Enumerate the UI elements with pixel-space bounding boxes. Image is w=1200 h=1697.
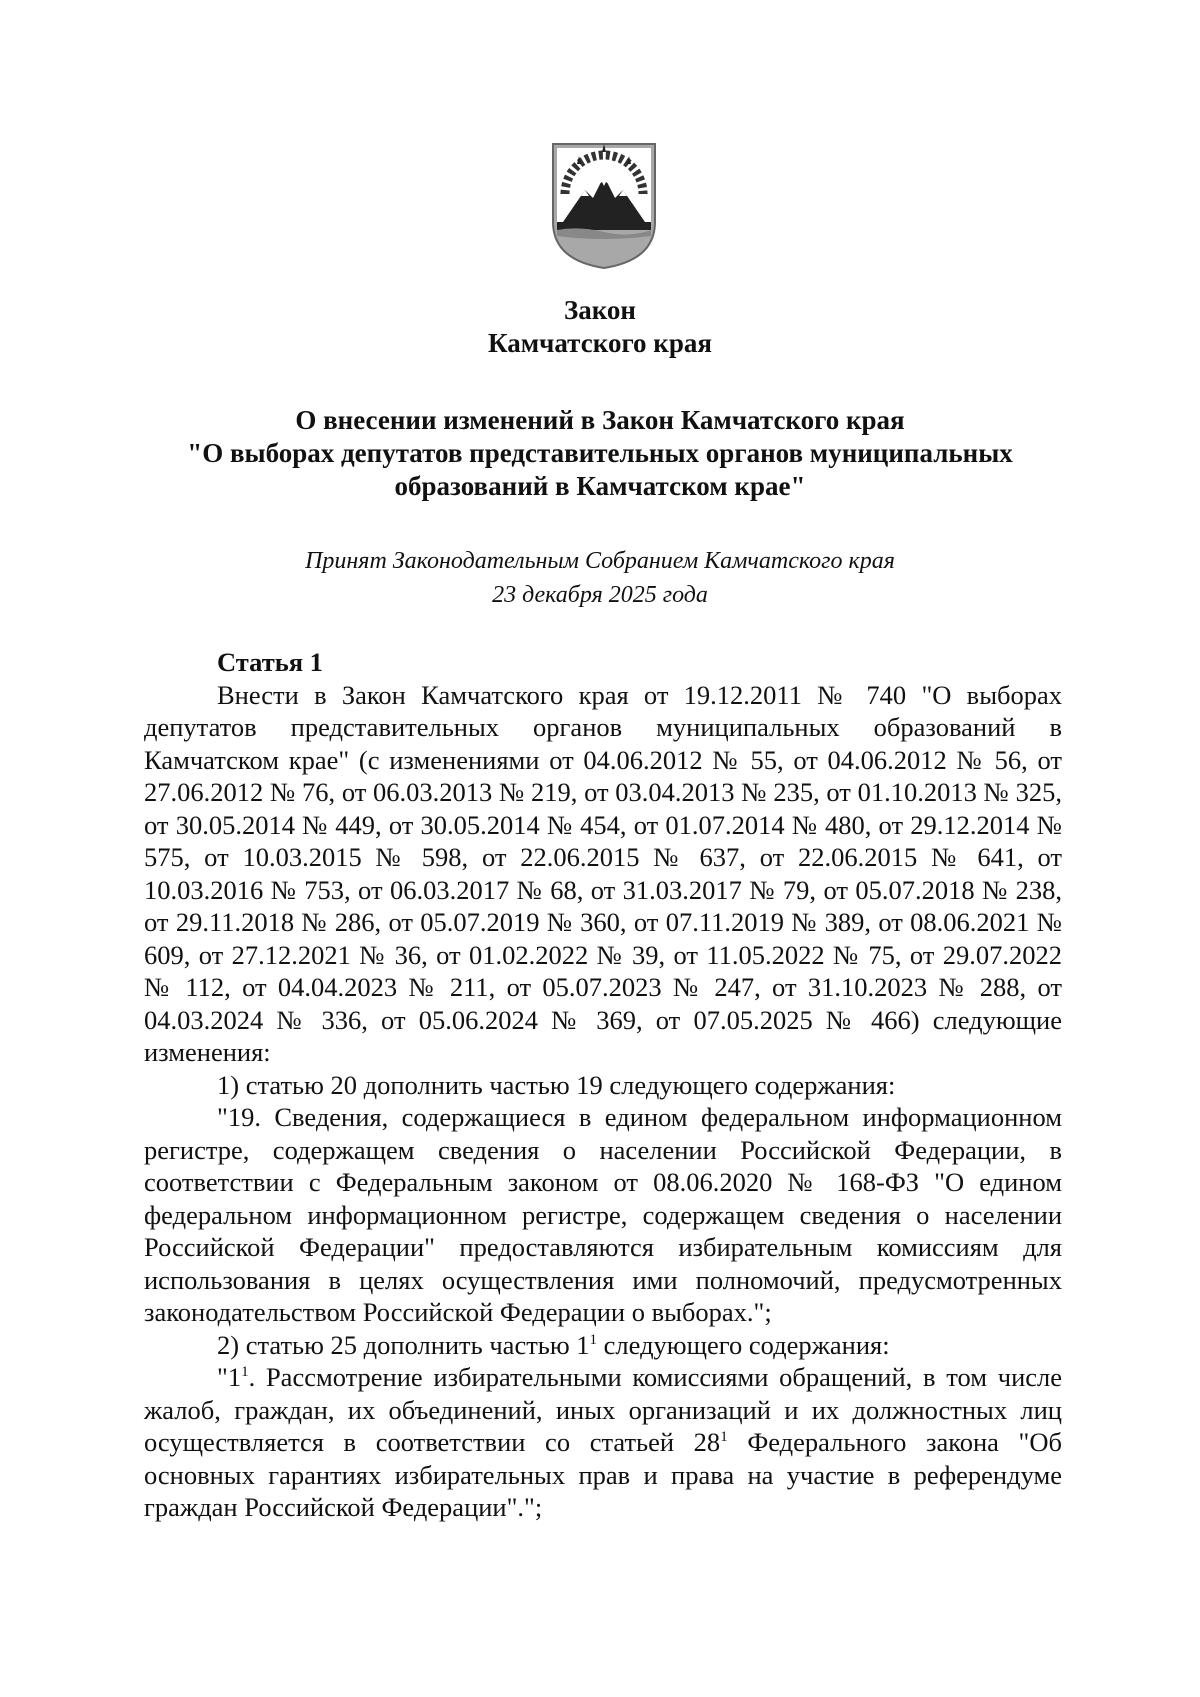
subject-title [0,404,1200,503]
quote-open: "1 [217,1362,242,1392]
subject-title-line: образований в Камчатском крае" [394,471,806,501]
subject-title-line: "О выборах депутатов представительных органов муниципальных [187,438,1013,468]
article-intro: Внести в Закон Камчатского края от 19.12.2011 № 740 "О выборах депутатов представительных органов муниципальных образований в Камчатском крае" (с изменениями от 04.06.2012 № 55, от 04.06.2012 № 56, от 27.06.2012 № 76, от 06.03.2013 № 219, от 03.04.2013 № 235, от 01.10.2013 № 325, от 30.05.2014 № 449, от 30.05.2014 № 454, от 01.07.2014 № 480, от 29.12.2014 № 575, от 10.03.2015 № 598, от 22.06.2015 № 637, от 22.06.2015 № 641, от 10.03.2016 № 753, от 06.03.2017 № 68, от 31.03.2017 № 79, от 05.07.2018 № 238, от 29.11.2018 № 286, от 05.07.2019 № 360, от 07.11.2019 № 389, от 08.06.2021 № 609, от 27.12.2021 № 36, от 01.02.2022 № 39, от 11.05.2022 № 75, от 29.07.2022 № 112, от 04.04.2023 № 211, от 05.07.2023 № 247, от 31.10.2023 № 288, от 04.03.2024 № 336, от 05.06.2024 № 369, от 07.05.2025 № 466) следующие изменения: [144,679,1062,1067]
law-title [0,294,1200,360]
superscript: 1 [720,1429,728,1445]
amendment-item-2-text: 2) статью 25 дополнить частью 1 [217,1329,590,1360]
document-body [144,646,1062,1524]
amendment-item-1: 1) статью 20 дополнить частью 19 следующего содержания: [217,1069,896,1100]
superscript: 1 [241,1364,249,1380]
kamchatka-coat-of-arms-icon [549,140,659,272]
amendment-item-1-text: "19. Сведения, содержащиеся в едином федеральном информационном регистре, содержащем сведения о населении Российской Федерации, в соответствии с Федеральным законом от 08.06.2020 № 168-ФЗ "О едином федеральном информационном регистре, содержащем сведения о населении Российской Федерации" предоставляются избирательным комиссиям для использования в целях осуществления ими полномочий, предусмотренных законодательством Российской Федерации о выборах."; [144,1102,1062,1327]
superscript: 1 [589,1331,598,1348]
amendment-item-2 [144,1329,1062,1362]
law-title-line: Закон [563,295,636,325]
article-heading: Статья 1 [217,647,323,677]
adoption-note-line: Принят Законодательным Собранием Камчатского края [305,548,895,574]
amendment-item-2-text-block [144,1361,1062,1524]
law-title-line: Камчатского края [488,328,712,358]
adoption-date: 23 декабря 2025 года [492,582,708,608]
adoption-note [0,544,1200,612]
amendment-item-2-text: следующего содержания: [597,1329,890,1360]
subject-title-line: О внесении изменений в Закон Камчатского края [295,405,905,435]
quote-text: . Рассмотрение избирательными комиссиями обращений, в том числе жалоб, граждан, их объединений, иных организаций и их должностных лиц осуществляется в соответствии со статьей 28 [144,1362,1062,1457]
quote-text: Федерального закона "Об основных гарантиях избирательных прав и права на участие в референдуме граждан Российской Федерации"."; [144,1427,1062,1522]
